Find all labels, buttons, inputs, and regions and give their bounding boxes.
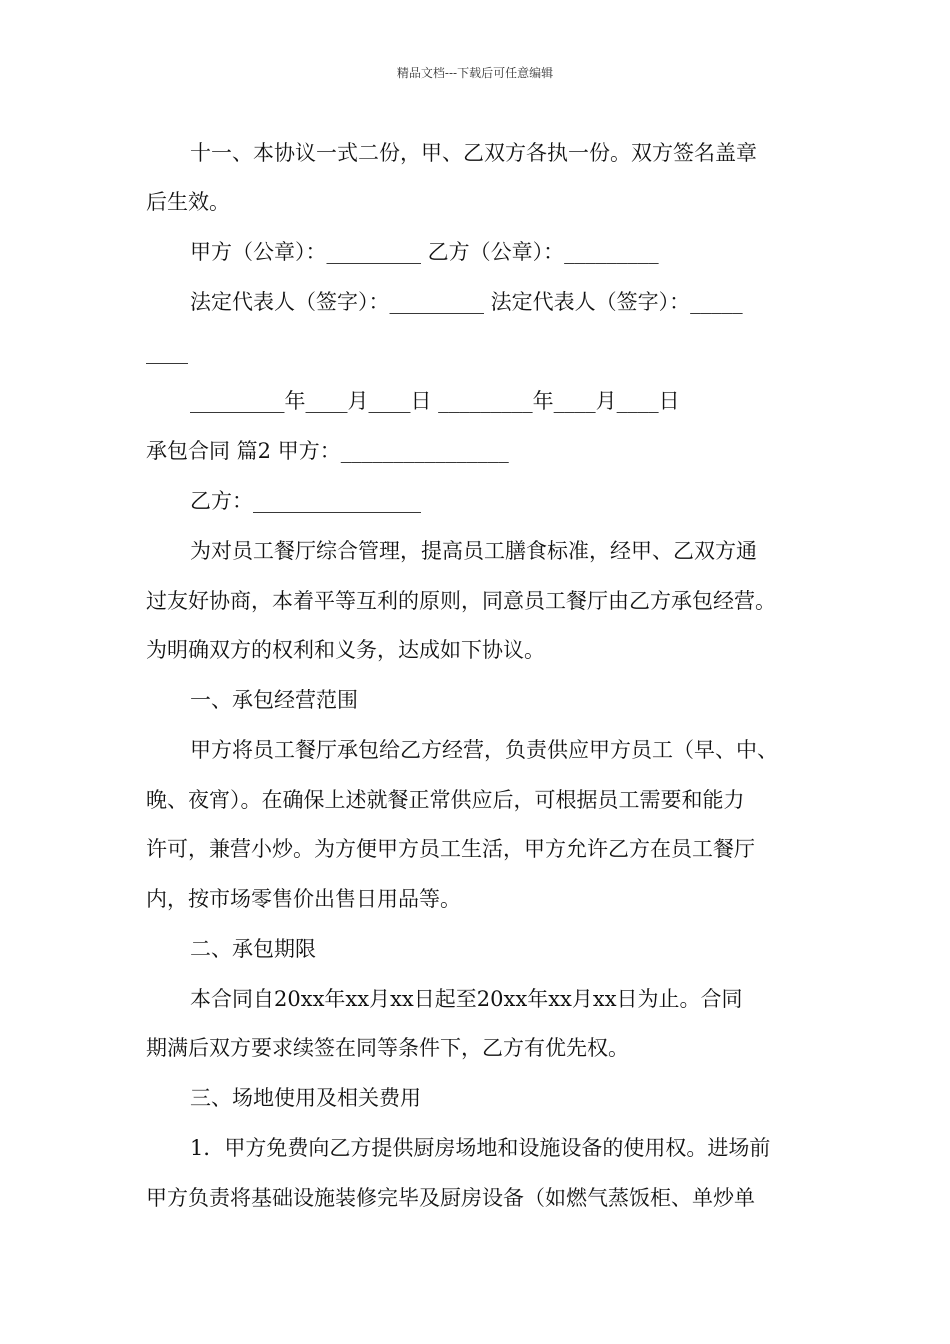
intro-line-1: 为对员工餐厅综合管理，提高员工膳食标准，经甲、乙双方通 [190, 539, 757, 563]
section-2-heading: 二、承包期限 [190, 937, 316, 961]
clause-11-line-1: 十一、本协议一式二份，甲、乙双方各执一份。双方签名盖章 [190, 141, 757, 165]
section-1-heading: 一、承包经营范围 [190, 688, 358, 712]
section-1-line-3: 许可，兼营小炒。为方便甲方员工生活，甲方允许乙方在员工餐厅 [146, 837, 755, 861]
page-header: 精品文档---下载后可任意编辑 [396, 66, 554, 80]
seal-line: 甲方（公章）：_________ 乙方（公章）：_________ [190, 240, 659, 264]
party-b-line: 乙方：________________ [190, 489, 421, 513]
signature-line-continued: ____ [146, 340, 188, 364]
intro-line-2: 过友好协商，本着平等互利的原则，同意员工餐厅由乙方承包经营。 [146, 589, 776, 613]
contract-2-title-line: 承包合同 篇2 甲方：________________ [146, 439, 509, 463]
section-1-line-2: 晚、夜宵）。在确保上述就餐正常供应后，可根据员工需要和能力 [146, 788, 745, 812]
section-1-line-4: 内，按市场零售价出售日用品等。 [146, 887, 461, 911]
section-3-item-1-line-2: 甲方负责将基础设施装修完毕及厨房设备（如燃气蒸饭柜、单炒单 [146, 1186, 755, 1210]
signature-line: 法定代表人（签字）：_________ 法定代表人（签字）：_____ [190, 290, 743, 314]
clause-11-line-2: 后生效。 [146, 190, 230, 214]
section-3-heading: 三、场地使用及相关费用 [190, 1086, 421, 1110]
section-2-line-2: 期满后双方要求续签在同等条件下，乙方有优先权。 [146, 1036, 629, 1060]
section-3-item-1-line-1: 1．甲方免费向乙方提供厨房场地和设施设备的使用权。进场前 [190, 1136, 771, 1160]
section-2-line-1: 本合同自20xx年xx月xx日起至20xx年xx月xx日为止。合同 [190, 987, 743, 1011]
date-line: _________年____月____日 _________年____月____日 [190, 389, 680, 413]
intro-line-3: 为明确双方的权利和义务，达成如下协议。 [146, 638, 545, 662]
section-1-line-1: 甲方将员工餐厅承包给乙方经营，负责供应甲方员工（早、中、 [190, 738, 778, 762]
